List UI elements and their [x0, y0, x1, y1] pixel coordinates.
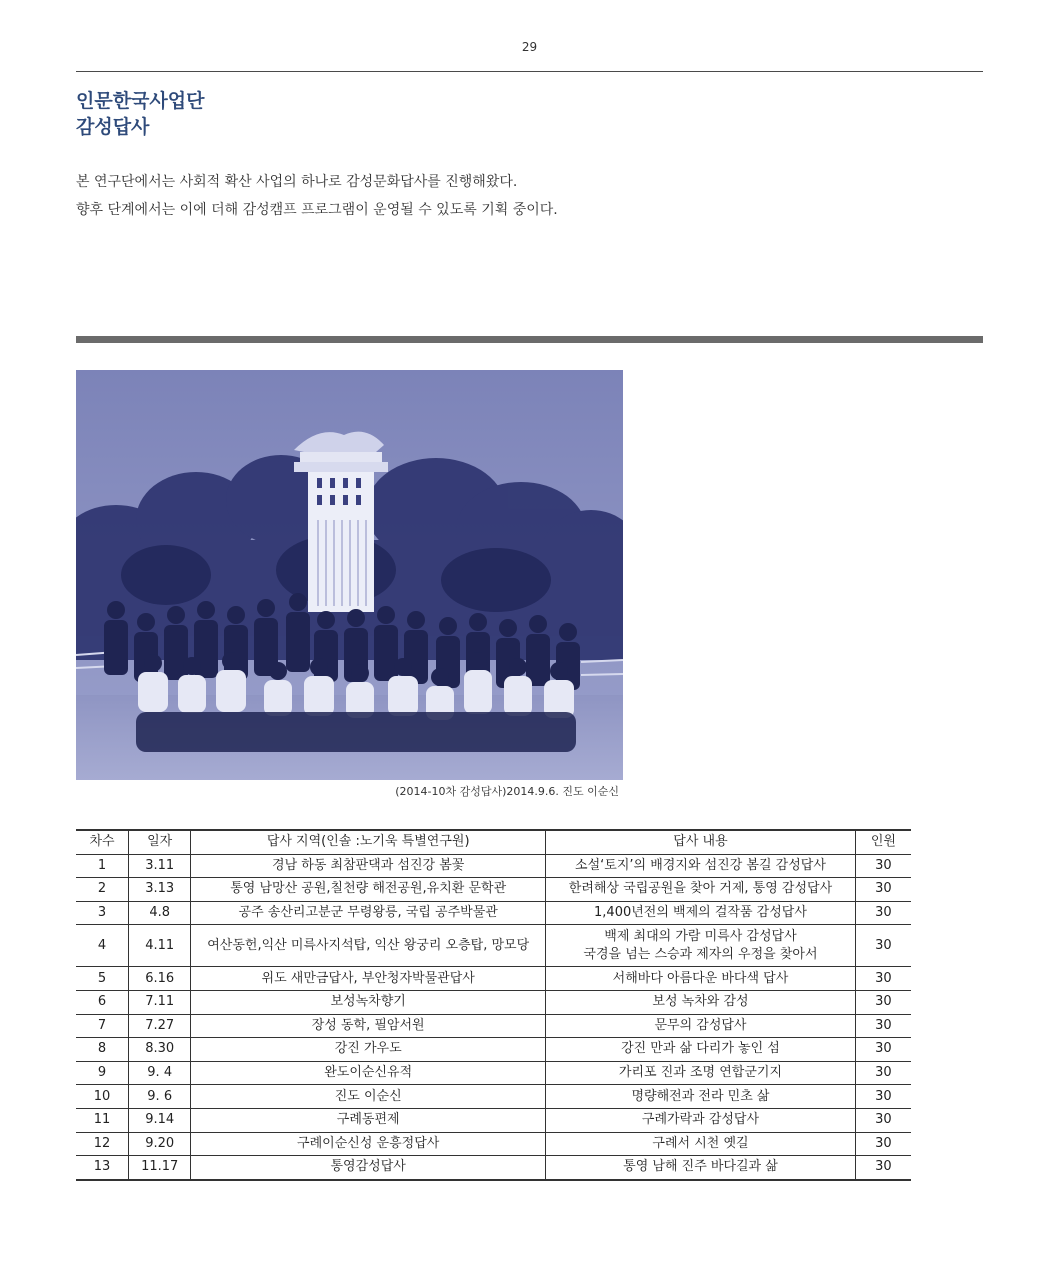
- cell-date: 8.30: [129, 1038, 191, 1062]
- cell-content: 문무의 감성답사: [546, 1014, 856, 1038]
- table-row: [76, 925, 911, 967]
- header-count: 인원: [855, 830, 911, 854]
- cell-count: 30: [855, 990, 911, 1014]
- cell-content: 1,400년전의 백제의 걸작품 감성답사: [546, 901, 856, 925]
- cell-region: 여산동헌,익산 미륵사지석탑, 익산 왕궁리 오층탑, 망모당: [191, 925, 546, 967]
- cell-date: 11.17: [129, 1156, 191, 1180]
- cell-no: 2: [76, 878, 129, 902]
- heading-line-1: 인문한국사업단: [76, 90, 205, 112]
- cell-content: 한려해상 국립공원을 찾아 거제, 통영 감성답사: [546, 878, 856, 902]
- cell-region: 진도 이순신: [191, 1085, 546, 1109]
- cell-count: 30: [855, 1014, 911, 1038]
- cell-date: 7.27: [129, 1014, 191, 1038]
- cell-no: 3: [76, 901, 129, 925]
- tour-schedule-table: [76, 829, 911, 1181]
- cell-content: 보성 녹차와 감성: [546, 990, 856, 1014]
- cell-no: 5: [76, 967, 129, 991]
- header-date: 일자: [129, 830, 191, 854]
- cell-no: 6: [76, 990, 129, 1014]
- cell-no: 8: [76, 1038, 129, 1062]
- cell-no: 7: [76, 1014, 129, 1038]
- cell-region: 통영 남망산 공원,칠천량 해전공원,유치환 문학관: [191, 878, 546, 902]
- cell-date: 9. 6: [129, 1085, 191, 1109]
- cell-no: 4: [76, 925, 129, 967]
- cell-count: 30: [855, 1156, 911, 1180]
- cell-content: 소설‘토지’의 배경지와 섬진강 봄길 감성답사: [546, 854, 856, 878]
- photo-caption: (2014-10차 감성답사)2014.9.6. 진도 이순신: [395, 785, 619, 798]
- cell-count: 30: [855, 1085, 911, 1109]
- table-row: [76, 1061, 911, 1085]
- cell-no: 13: [76, 1156, 129, 1180]
- cell-count: 30: [855, 1038, 911, 1062]
- cell-region: 완도이순신유적: [191, 1061, 546, 1085]
- cell-content-line-2: 국경을 넘는 스승과 제자의 우정을 찾아서: [583, 946, 818, 962]
- intro-paragraph: [76, 168, 558, 224]
- header-region: 답사 지역(인솔 :노기욱 특별연구원): [191, 830, 546, 854]
- cell-no: 10: [76, 1085, 129, 1109]
- cell-region: 위도 새만금답사, 부안청자박물관답사: [191, 967, 546, 991]
- cell-date: 9.14: [129, 1108, 191, 1132]
- cell-count: 30: [855, 854, 911, 878]
- header-content: 답사 내용: [546, 830, 856, 854]
- group-photo: [76, 370, 623, 780]
- table-row: [76, 1108, 911, 1132]
- cell-date: 7.11: [129, 990, 191, 1014]
- table-row: [76, 1038, 911, 1062]
- table-row: [76, 1156, 911, 1180]
- top-divider: [76, 71, 983, 72]
- heading-line-2: 감성답사: [76, 116, 150, 138]
- cell-content: 강진 만과 삶 다리가 놓인 섬: [546, 1038, 856, 1062]
- cell-no: 1: [76, 854, 129, 878]
- group-photo-illustration: [76, 370, 623, 780]
- cell-region: 통영감성답사: [191, 1156, 546, 1180]
- page-number: 29: [521, 40, 538, 54]
- intro-line-2: 향후 단계에서는 이에 더해 감성캠프 프로그램이 운영될 수 있도록 기획 중이다.: [76, 202, 558, 218]
- cell-region: 구례동편제: [191, 1108, 546, 1132]
- cell-count: 30: [855, 1132, 911, 1156]
- table-row: [76, 901, 911, 925]
- cell-no: 9: [76, 1061, 129, 1085]
- table-row: [76, 854, 911, 878]
- cell-content-line-1: 백제 최대의 가람 미륵사 감성답사: [604, 928, 797, 944]
- cell-count: 30: [855, 1108, 911, 1132]
- cell-date: 9.20: [129, 1132, 191, 1156]
- cell-region: 강진 가우도: [191, 1038, 546, 1062]
- cell-date: 3.13: [129, 878, 191, 902]
- cell-content: [546, 925, 856, 967]
- cell-count: 30: [855, 901, 911, 925]
- cell-region: 공주 송산리고분군 무령왕릉, 국립 공주박물관: [191, 901, 546, 925]
- intro-line-1: 본 연구단에서는 사회적 확산 사업의 하나로 감성문화답사를 진행해왔다.: [76, 174, 518, 190]
- cell-content: 구례서 시천 옛길: [546, 1132, 856, 1156]
- section-heading: [76, 88, 204, 140]
- cell-no: 12: [76, 1132, 129, 1156]
- section-divider: [76, 336, 983, 343]
- table-row: [76, 990, 911, 1014]
- table-row: [76, 878, 911, 902]
- cell-region: 보성녹차향기: [191, 990, 546, 1014]
- cell-region: 장성 동학, 필암서원: [191, 1014, 546, 1038]
- table-row: [76, 1085, 911, 1109]
- cell-date: 6.16: [129, 967, 191, 991]
- cell-content: 명량해전과 전라 민초 삶: [546, 1085, 856, 1109]
- cell-content: 구례가락과 감성답사: [546, 1108, 856, 1132]
- cell-region: 구례이순신성 운흥정답사: [191, 1132, 546, 1156]
- cell-region: 경남 하동 최참판댁과 섬진강 봄꽃: [191, 854, 546, 878]
- cell-date: 4.11: [129, 925, 191, 967]
- cell-content: 통영 남해 진주 바다길과 삶: [546, 1156, 856, 1180]
- header-no: 차수: [76, 830, 129, 854]
- cell-count: 30: [855, 1061, 911, 1085]
- cell-count: 30: [855, 967, 911, 991]
- cell-date: 3.11: [129, 854, 191, 878]
- cell-count: 30: [855, 925, 911, 967]
- table-row: [76, 1132, 911, 1156]
- cell-content: 가리포 진과 조명 연합군기지: [546, 1061, 856, 1085]
- cell-content: 서해바다 아름다운 바다색 답사: [546, 967, 856, 991]
- cell-no: 11: [76, 1108, 129, 1132]
- table-row: [76, 1014, 911, 1038]
- cell-date: 4.8: [129, 901, 191, 925]
- table-row: [76, 967, 911, 991]
- cell-count: 30: [855, 878, 911, 902]
- cell-date: 9. 4: [129, 1061, 191, 1085]
- table-header-row: [76, 830, 911, 854]
